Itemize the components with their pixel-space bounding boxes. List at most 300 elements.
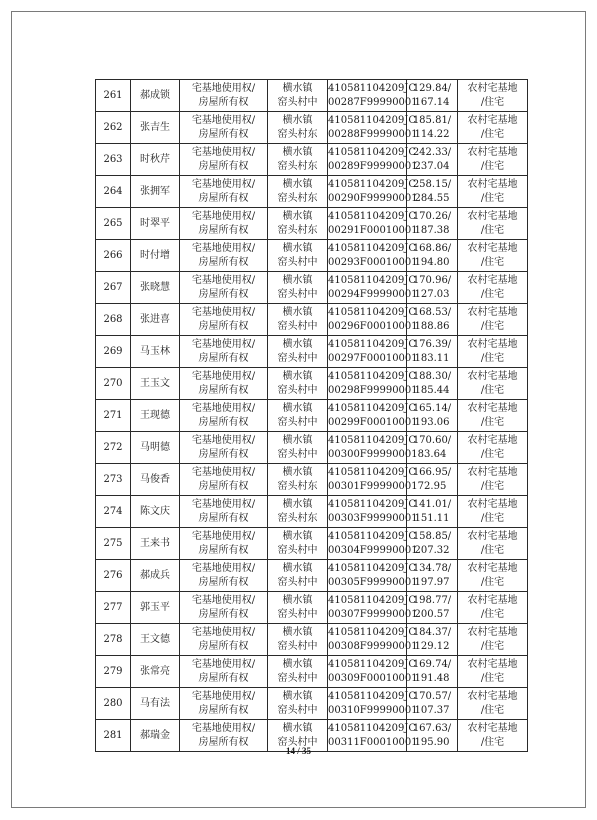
area-cell [407,144,458,176]
land-use-cell [458,368,528,400]
land-use-cell-line: 农村宅基地 [467,690,518,702]
right-type-cell-line: 宅基地使用权/ [191,498,256,510]
area-cell-line: 183.11 [414,352,450,364]
area-cell-line: 168.53/ [412,306,452,318]
location-cell-line: 窑头村中 [277,416,318,428]
land-use-cell-line: 农村宅基地 [467,658,518,670]
location-cell-line: 窑头村中 [277,544,318,556]
land-use-cell-line: 农村宅基地 [467,626,518,638]
owner-name-cell: 张晓慧 [131,272,180,304]
location-cell-line: 窑头村中 [277,640,318,652]
right-type-cell-line: 房屋所有权 [198,160,249,172]
land-use-cell-line: 农村宅基地 [467,498,518,510]
right-type-cell [180,240,268,272]
parcel-code-cell-line: 00299F00010001 [328,416,418,428]
right-type-cell-line: 宅基地使用权/ [191,370,256,382]
right-type-cell-line: 房屋所有权 [198,352,249,364]
area-cell-line: 129.84/ [412,82,452,94]
right-type-cell-line: 宅基地使用权/ [191,82,256,94]
right-type-cell-line: 房屋所有权 [198,288,249,300]
area-cell-line: 188.86 [414,320,450,332]
land-use-cell [458,208,528,240]
area-cell-line: 187.38 [414,224,450,236]
location-cell [268,240,328,272]
right-type-cell-line: 房屋所有权 [198,480,249,492]
location-cell-line: 窑头村东 [277,512,318,524]
parcel-code-cell [328,560,418,592]
land-use-cell-line: 农村宅基地 [467,306,518,318]
area-cell-line: 188.30/ [412,370,452,382]
record-number-cell: 267 [96,272,131,304]
land-use-cell-line: /住宅 [480,672,505,684]
page-number: 14 / 35 [285,746,311,756]
table-row [96,112,528,144]
location-cell-line: 窑头村东 [277,128,318,140]
owner-name-cell: 郝瑞金 [131,720,180,752]
area-cell [407,112,458,144]
land-use-cell-line: /住宅 [480,736,505,748]
parcel-code-cell-line: 00287F99990001 [328,96,418,108]
location-cell-line: 窑头村东 [277,160,318,172]
table-row [96,208,528,240]
land-use-cell [458,80,528,112]
area-cell-line: 83.64 [417,448,447,460]
location-cell-line: 横水镇 [282,82,313,94]
location-cell-line: 横水镇 [282,370,313,382]
record-number-cell: 271 [96,400,131,432]
location-cell-line: 窑头村中 [277,672,318,684]
parcel-code-cell-line: 410581104209JC [328,658,417,670]
land-use-cell [458,688,528,720]
land-use-cell [458,592,528,624]
parcel-code-cell [328,336,418,368]
area-cell-line: 195.90 [414,736,450,748]
owner-name-cell: 马玉林 [131,336,180,368]
parcel-code-cell [328,496,418,528]
land-use-cell-line: 农村宅基地 [467,562,518,574]
parcel-code-cell [328,144,418,176]
right-type-cell [180,400,268,432]
owner-name-cell: 张常亮 [131,656,180,688]
location-cell-line: 窑头村中 [277,448,318,460]
location-cell [268,400,328,432]
area-cell [407,656,458,688]
land-use-cell-line: /住宅 [480,256,505,268]
table-row [96,624,528,656]
location-cell-line: 窑头村中 [277,288,318,300]
land-use-cell-line: 农村宅基地 [467,242,518,254]
right-type-cell [180,432,268,464]
area-cell-line: 198.77/ [412,594,452,606]
area-cell-line: 72.95 [417,480,447,492]
owner-name-cell: 王文德 [131,624,180,656]
area-cell-line: 258.15/ [412,178,452,190]
parcel-code-cell-line: 410581104209JC [328,146,417,158]
area-cell-line: 284.55 [414,192,450,204]
parcel-code-cell-line: 410581104209JC [328,338,417,350]
parcel-code-cell [328,240,418,272]
land-use-cell-line: /住宅 [480,320,505,332]
right-type-cell-line: 房屋所有权 [198,448,249,460]
record-number-cell: 276 [96,560,131,592]
land-use-cell [458,656,528,688]
land-use-cell [458,496,528,528]
land-use-cell-line: 农村宅基地 [467,146,518,158]
owner-name-cell: 张吉生 [131,112,180,144]
parcel-code-cell-line: 410581104209JC [328,690,417,702]
area-cell-line: 167.14 [414,96,450,108]
right-type-cell [180,624,268,656]
land-use-cell-line: /住宅 [480,160,505,172]
table-row [96,464,528,496]
parcel-code-cell-line: 00309F00010001 [328,672,418,684]
table-row [96,336,528,368]
parcel-code-cell [328,80,418,112]
parcel-code-cell-line: 00310F99990001 [328,704,418,716]
land-use-cell-line: /住宅 [480,384,505,396]
area-cell-line: 170.96/ [412,274,452,286]
record-number-cell: 262 [96,112,131,144]
right-type-cell-line: 房屋所有权 [198,192,249,204]
land-use-cell-line: /住宅 [480,704,505,716]
land-use-cell-line: /住宅 [480,352,505,364]
location-cell-line: 窑头村中 [277,320,318,332]
location-cell [268,208,328,240]
land-use-cell [458,528,528,560]
area-cell-line: 242.33/ [412,146,452,158]
location-cell [268,176,328,208]
right-type-cell-line: 宅基地使用权/ [191,402,256,414]
area-cell-line: 141.01/ [412,498,452,510]
right-type-cell-line: 宅基地使用权/ [191,242,256,254]
parcel-code-cell-line: 00298F99990001 [328,384,418,396]
location-cell-line: 横水镇 [282,114,313,126]
land-use-cell-line: 农村宅基地 [467,338,518,350]
right-type-cell [180,368,268,400]
land-use-cell [458,240,528,272]
location-cell-line: 窑头村中 [277,96,318,108]
records-table [95,79,528,752]
area-cell-line: 237.04 [414,160,450,172]
parcel-code-cell-line: 410581104209JC [328,306,417,318]
right-type-cell-line: 房屋所有权 [198,736,249,748]
right-type-cell [180,80,268,112]
location-cell-line: 窑头村中 [277,736,318,748]
parcel-code-cell-line: 00290F99990001 [328,192,418,204]
right-type-cell-line: 房屋所有权 [198,224,249,236]
location-cell-line: 横水镇 [282,530,313,542]
location-cell-line: 窑头村中 [277,576,318,588]
right-type-cell [180,176,268,208]
location-cell [268,432,328,464]
right-type-cell-line: 房屋所有权 [198,704,249,716]
parcel-code-cell [328,432,418,464]
area-cell-line: 166.95/ [412,466,452,478]
right-type-cell-line: 宅基地使用权/ [191,210,256,222]
owner-name-cell: 马俊香 [131,464,180,496]
land-use-cell-line: 农村宅基地 [467,114,518,126]
record-number-cell: 278 [96,624,131,656]
land-use-cell-line: /住宅 [480,640,505,652]
right-type-cell [180,112,268,144]
location-cell [268,368,328,400]
area-cell-line: 176.39/ [412,338,452,350]
location-cell-line: 横水镇 [282,242,313,254]
right-type-cell [180,304,268,336]
location-cell-line: 窑头村中 [277,384,318,396]
table-row [96,272,528,304]
record-number-cell: 269 [96,336,131,368]
table-row [96,400,528,432]
location-cell-line: 横水镇 [282,210,313,222]
area-cell [407,400,458,432]
location-cell-line: 横水镇 [282,690,313,702]
area-cell [407,560,458,592]
area-cell-line: 165.14/ [412,402,452,414]
parcel-code-cell-line: 00288F99990001 [328,128,418,140]
right-type-cell [180,592,268,624]
table-row [96,432,528,464]
area-cell-line: 200.57 [414,608,450,620]
right-type-cell-line: 房屋所有权 [198,672,249,684]
parcel-code-cell-line: 00296F00010001 [328,320,418,332]
parcel-code-cell-line: 00289F99990001 [328,160,418,172]
area-cell-line: 197.97 [414,576,450,588]
table-row [96,688,528,720]
parcel-code-cell-line: 410581104209JC [328,82,417,94]
owner-name-cell: 王来书 [131,528,180,560]
right-type-cell-line: 房屋所有权 [198,256,249,268]
location-cell-line: 横水镇 [282,146,313,158]
record-number-cell: 270 [96,368,131,400]
area-cell-line: 114.22 [414,128,450,140]
parcel-code-cell [328,464,418,496]
parcel-code-cell-line: 410581104209JC [328,434,417,446]
area-cell [407,80,458,112]
right-type-cell [180,528,268,560]
right-type-cell-line: 宅基地使用权/ [191,690,256,702]
parcel-code-cell [328,592,418,624]
right-type-cell-line: 宅基地使用权/ [191,466,256,478]
record-number-cell: 263 [96,144,131,176]
parcel-code-cell [328,304,418,336]
area-cell [407,176,458,208]
right-type-cell-line: 宅基地使用权/ [191,658,256,670]
parcel-code-cell-line: 410581104209JC [328,722,417,734]
land-use-cell [458,464,528,496]
parcel-code-cell-line: 410581104209JC [328,530,417,542]
owner-name-cell: 郝成锁 [131,80,180,112]
right-type-cell-line: 宅基地使用权/ [191,146,256,158]
land-use-cell-line: /住宅 [480,224,505,236]
area-cell-line: 134.78/ [412,562,452,574]
land-use-cell-line: /住宅 [480,128,505,140]
right-type-cell-line: 房屋所有权 [198,544,249,556]
location-cell-line: 横水镇 [282,498,313,510]
location-cell [268,592,328,624]
parcel-code-cell-line: 00308F99990001 [328,640,418,652]
table-row [96,528,528,560]
land-use-cell-line: 农村宅基地 [467,722,518,734]
location-cell [268,528,328,560]
right-type-cell-line: 宅基地使用权/ [191,338,256,350]
right-type-cell-line: 宅基地使用权/ [191,306,256,318]
parcel-code-cell [328,400,418,432]
right-type-cell-line: 宅基地使用权/ [191,530,256,542]
parcel-code-cell [328,624,418,656]
location-cell [268,80,328,112]
right-type-cell [180,336,268,368]
owner-name-cell: 张进喜 [131,304,180,336]
right-type-cell-line: 房屋所有权 [198,576,249,588]
location-cell-line: 窑头村中 [277,608,318,620]
table-row [96,656,528,688]
records-table-body [96,80,528,752]
owner-name-cell: 马明德 [131,432,180,464]
parcel-code-cell-line: 00304F99990001 [328,544,418,556]
area-cell-line: 191.48 [414,672,450,684]
area-cell [407,496,458,528]
location-cell-line: 横水镇 [282,274,313,286]
location-cell-line: 横水镇 [282,434,313,446]
area-cell [407,624,458,656]
land-use-cell-line: /住宅 [480,96,505,108]
record-number-cell: 279 [96,656,131,688]
owner-name-cell: 王玉文 [131,368,180,400]
parcel-code-cell [328,688,418,720]
area-cell [407,240,458,272]
parcel-code-cell [328,528,418,560]
right-type-cell-line: 房屋所有权 [198,96,249,108]
record-number-cell: 272 [96,432,131,464]
table-row [96,80,528,112]
area-cell-line: 184.37/ [412,626,452,638]
table-row [96,368,528,400]
parcel-code-cell-line: 410581104209JC [328,114,417,126]
parcel-code-cell-line: 410581104209JC [328,370,417,382]
area-cell-line: 151.11 [414,512,450,524]
right-type-cell-line: 宅基地使用权/ [191,274,256,286]
right-type-cell [180,496,268,528]
land-use-cell-line: 农村宅基地 [467,466,518,478]
right-type-cell [180,464,268,496]
right-type-cell [180,144,268,176]
area-cell [407,272,458,304]
table-row [96,176,528,208]
record-number-cell: 280 [96,688,131,720]
land-use-cell [458,112,528,144]
area-cell [407,592,458,624]
right-type-cell-line: 房屋所有权 [198,608,249,620]
parcel-code-cell-line: 410581104209JC [328,242,417,254]
parcel-code-cell [328,208,418,240]
table-row [96,144,528,176]
parcel-code-cell-line: 410581104209JC [328,274,417,286]
area-cell-line: 127.03 [414,288,450,300]
land-use-cell [458,176,528,208]
owner-name-cell: 张拥军 [131,176,180,208]
owner-name-cell: 郝成兵 [131,560,180,592]
owner-name-cell: 时翠平 [131,208,180,240]
land-use-cell [458,144,528,176]
location-cell [268,304,328,336]
location-cell-line: 横水镇 [282,722,313,734]
right-type-cell [180,688,268,720]
location-cell-line: 横水镇 [282,338,313,350]
parcel-code-cell [328,368,418,400]
parcel-code-cell-line: 00294F99990001 [328,288,418,300]
parcel-code-cell [328,176,418,208]
right-type-cell-line: 房屋所有权 [198,320,249,332]
area-cell [407,688,458,720]
location-cell-line: 横水镇 [282,402,313,414]
land-use-cell-line: /住宅 [480,608,505,620]
land-use-cell-line: 农村宅基地 [467,434,518,446]
location-cell [268,688,328,720]
area-cell [407,528,458,560]
land-use-cell-line: 农村宅基地 [467,274,518,286]
parcel-code-cell-line: 410581104209JC [328,178,417,190]
land-use-cell [458,304,528,336]
right-type-cell-line: 房屋所有权 [198,640,249,652]
parcel-code-cell [328,112,418,144]
right-type-cell-line: 房屋所有权 [198,128,249,140]
owner-name-cell: 郭玉平 [131,592,180,624]
right-type-cell-line: 宅基地使用权/ [191,594,256,606]
parcel-code-cell-line: 410581104209JC [328,402,417,414]
land-use-cell-line: 农村宅基地 [467,594,518,606]
record-number-cell: 273 [96,464,131,496]
area-cell-line: 207.32 [414,544,450,556]
right-type-cell-line: 宅基地使用权/ [191,434,256,446]
land-use-cell-line: /住宅 [480,192,505,204]
parcel-code-cell-line: 410581104209JC [328,626,417,638]
record-number-cell: 275 [96,528,131,560]
location-cell [268,496,328,528]
parcel-code-cell-line: 00311F00010001 [328,736,418,748]
parcel-code-cell-line: 410581104209JC [328,498,417,510]
right-type-cell-line: 房屋所有权 [198,384,249,396]
parcel-code-cell-line: 410581104209JC [328,594,417,606]
parcel-code-cell-line: 00291F00010001 [328,224,418,236]
area-cell-line: 158.85/ [412,530,452,542]
land-use-cell [458,272,528,304]
right-type-cell-line: 宅基地使用权/ [191,114,256,126]
parcel-code-cell-line: 410581104209JC [328,210,417,222]
area-cell [407,304,458,336]
parcel-code-cell [328,656,418,688]
land-use-cell-line: 农村宅基地 [467,370,518,382]
parcel-code-cell-line: 00297F00010001 [328,352,418,364]
area-cell [407,336,458,368]
record-number-cell: 265 [96,208,131,240]
record-number-cell: 264 [96,176,131,208]
parcel-code-cell-line: 00307F99990001 [328,608,418,620]
location-cell-line: 横水镇 [282,178,313,190]
area-cell-line: 169.74/ [412,658,452,670]
parcel-code-cell-line: 410581104209JC [328,562,417,574]
record-number-cell: 268 [96,304,131,336]
land-use-cell-line: 农村宅基地 [467,210,518,222]
area-cell-line: 129.12 [414,640,450,652]
table-row [96,560,528,592]
location-cell [268,464,328,496]
location-cell-line: 横水镇 [282,626,313,638]
land-use-cell-line: 农村宅基地 [467,178,518,190]
land-use-cell-line: 农村宅基地 [467,530,518,542]
land-use-cell [458,560,528,592]
area-cell-line: 167.63/ [412,722,452,734]
